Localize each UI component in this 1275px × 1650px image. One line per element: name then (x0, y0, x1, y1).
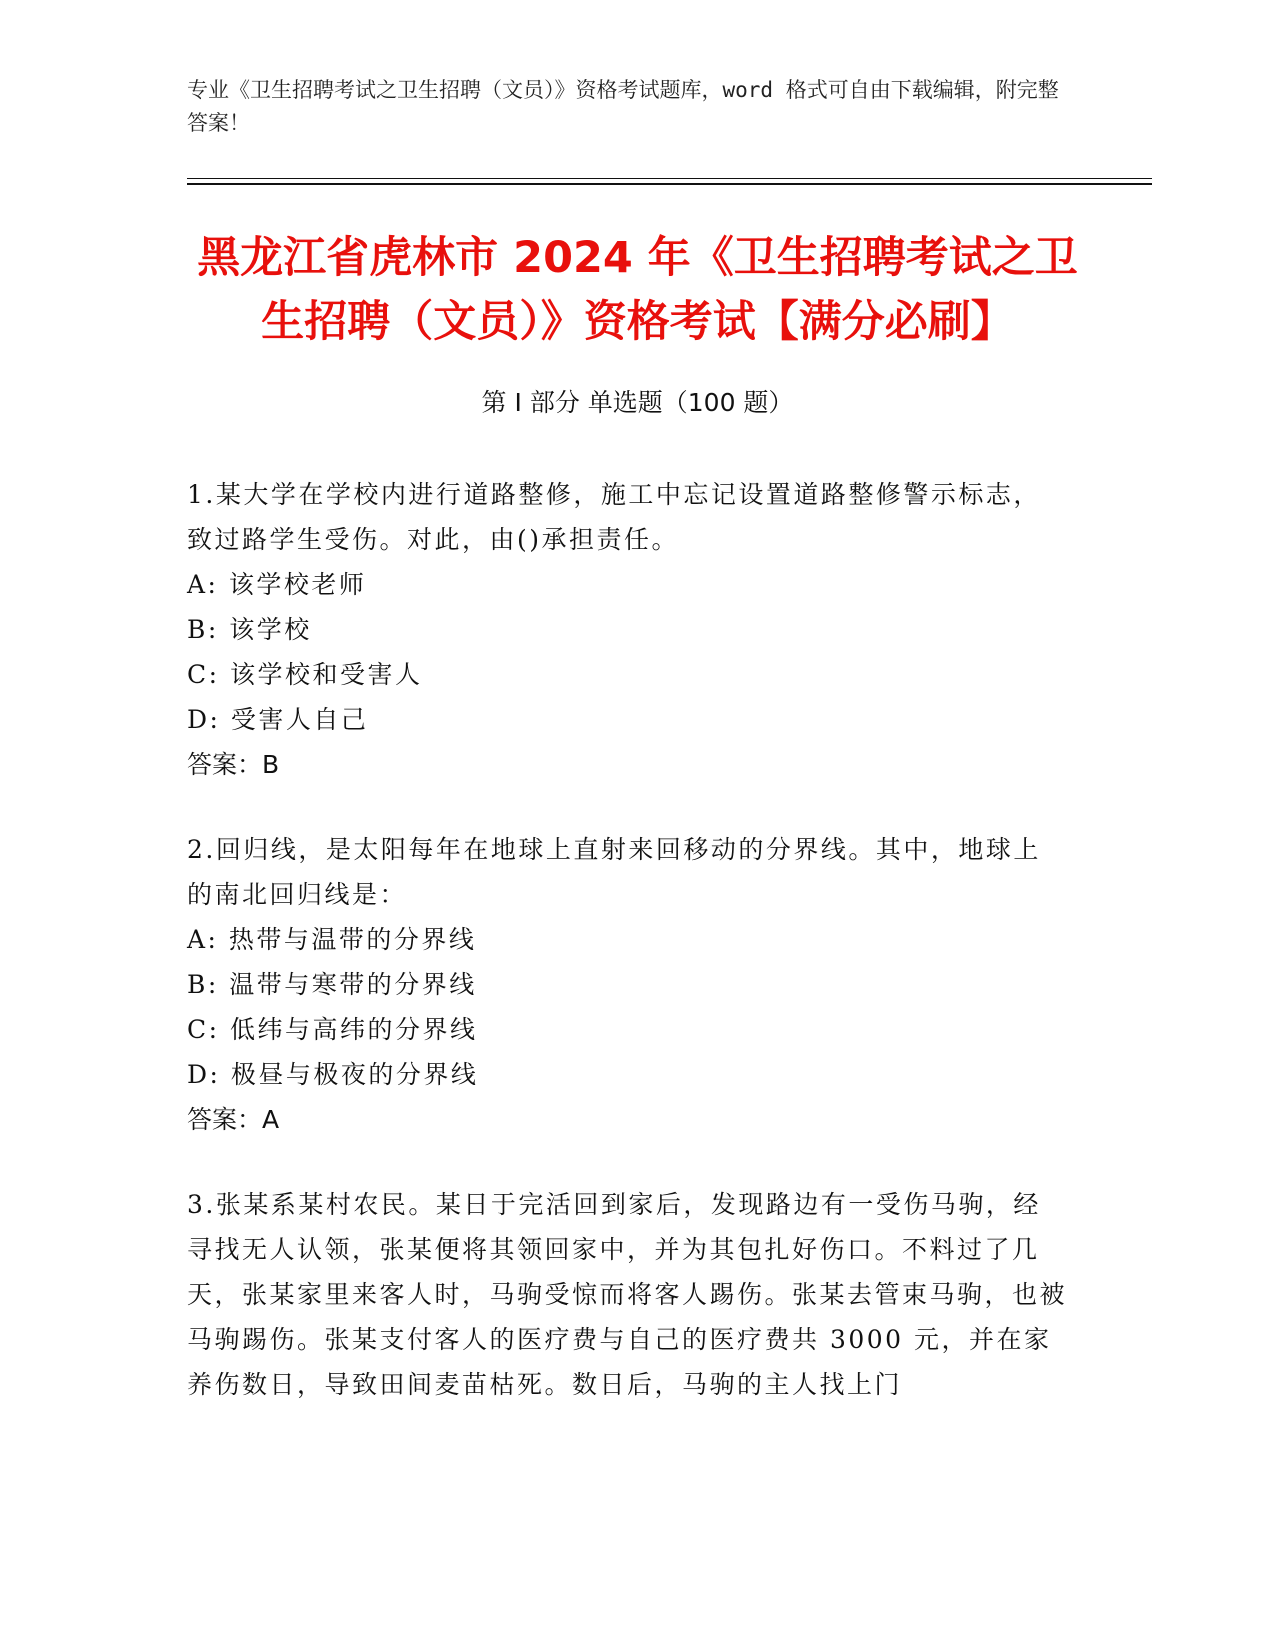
section-heading: 第 I 部分 单选题（100 题） (481, 388, 794, 417)
question-2 (187, 827, 1067, 1142)
question-option-a: A: 热带与温带的分界线 (187, 925, 477, 954)
question-option-b: B: 温带与寒带的分界线 (187, 970, 477, 999)
header-rule-thin (187, 178, 1152, 179)
question-option-d: D: 受害人自己 (187, 705, 369, 734)
question-answer: 答案：B (187, 750, 280, 779)
question-3 (187, 1182, 1067, 1407)
question-stem: 3.张某系某村农民。某日于完活回到家后，发现路边有一受伤马驹，经寻找无人认领，张某便将其领回家中，并为其包扎好伤口。不料过了几天，张某家里来客人时，马驹受惊而将客人踢伤。张某去管束马驹，也被马驹踢伤。张某支付客人的医疗费与自己的医疗费共 3000 元，并在家养伤数日，导致田间麦苗枯死。数日后，马驹的主人找上门 (187, 1190, 1068, 1399)
question-stem: 1.某大学在学校内进行道路整修，施工中忘记设置道路整修警示标志，致过路学生受伤。对此，由()承担责任。 (187, 480, 1041, 554)
question-stem: 2.回归线，是太阳每年在地球上直射来回移动的分界线。其中，地球上的南北回归线是： (187, 835, 1041, 909)
document-title (150, 226, 1125, 354)
question-option-c: C: 低纬与高纬的分界线 (187, 1015, 478, 1044)
question-option-b: B: 该学校 (187, 615, 312, 644)
question-1 (187, 472, 1067, 787)
question-list (187, 472, 1067, 1447)
question-answer: 答案：A (187, 1105, 280, 1134)
header-rule-thick (187, 183, 1152, 185)
question-option-a: A: 该学校老师 (187, 570, 367, 599)
document-title-line-2: 生招聘（文员）》资格考试【满分必刷】 (261, 297, 1014, 347)
question-option-c: C: 该学校和受害人 (187, 660, 423, 689)
document-title-line-1: 黑龙江省虎林市 2024 年《卫生招聘考试之卫 (197, 233, 1078, 283)
header-note: 专业《卫生招聘考试之卫生招聘（文员）》资格考试题库，word 格式可自由下载编辑，附完整答案！ (187, 78, 1059, 135)
question-option-d: D: 极昼与极夜的分界线 (187, 1060, 479, 1089)
